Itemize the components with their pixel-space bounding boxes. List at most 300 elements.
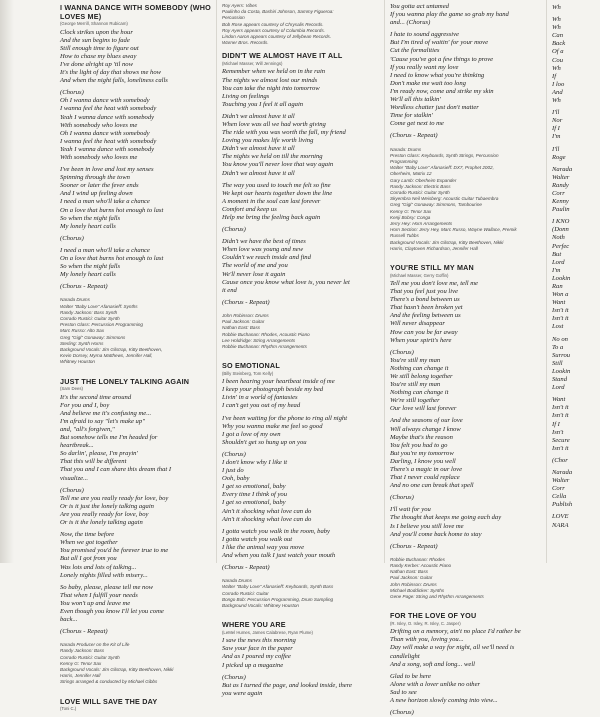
lyric-line: Touching you I feel it all again [222, 100, 304, 108]
personnel-line: Narada: Drums [390, 146, 422, 152]
personnel-line: Kenny G: Tenor Sax [390, 208, 432, 214]
personnel-line: Background Vocals: Jim Gilstrap, Kitty Beethoven, Nikki [60, 667, 174, 673]
lyric-line: The nights we almost lost our minds [222, 76, 318, 84]
lyric-line: Is I believe you still love me [390, 522, 464, 530]
lyric-line: I got a love of my own [222, 430, 281, 438]
lyrics-block [390, 628, 540, 717]
lyric-line: Yeah I wanna dance with somebody [60, 145, 155, 153]
lyric-line: Surrou [552, 351, 571, 359]
song-credit: (Michael Masser, Will Jennings) [222, 61, 283, 67]
lyrics-block [390, 280, 540, 551]
lyric-line: I been hearing your heartbeat inside of me [222, 378, 335, 386]
lyric-line: But [552, 250, 562, 258]
lyric-line: I just do [222, 467, 244, 475]
lyric-line: And believe me it's confusing me... [60, 409, 152, 417]
lyric-line: So darlin', please, I'm prayin' [60, 450, 138, 458]
personnel-line: Robbie Buchanan: Rhythm Arrangements [222, 343, 307, 349]
lyric-line: And when the night falls, loneliness calls [60, 77, 168, 85]
lyric-line: Narada [552, 468, 573, 476]
lyric-line: You felt you had to go [390, 441, 448, 449]
personnel-line: Bongo Bob: Percussion Programming, Drum Sampling [222, 596, 334, 602]
lyrics-block [222, 378, 374, 572]
lyric-line: That you and I can share this dream that I [60, 466, 172, 474]
lyric-line: (Chorus) [222, 673, 246, 681]
lyric-line: 'Cause you've got a few things to prove [390, 55, 494, 63]
lyric-line: Cut the formalities [390, 47, 440, 55]
lyric-line: That I never could replace [390, 474, 460, 482]
lyrics-block [552, 4, 600, 530]
lyric-line: You can take the night into tomorrow [222, 84, 320, 92]
lyric-line: Are you really ready for love, boy [60, 510, 149, 518]
lyric-line: Livin' in a world of fantasies [222, 394, 298, 402]
lyric-line: If [552, 72, 557, 80]
lyric-line: Kenny [552, 198, 569, 206]
lyric-line: There's a magic in our love [390, 466, 463, 474]
lyric-line: Isn't it [552, 315, 569, 323]
lyric-line: We'll all this talkin' [390, 96, 441, 104]
personnel-line: Background Vocals: Whitney Houston [222, 603, 299, 609]
lyric-line: Help me bring the feeling back again [222, 214, 321, 222]
lyric-line: Oh I wanna dance with somebody [60, 97, 150, 105]
lyric-line: I KNO [552, 218, 570, 226]
lyric-line: (Chorus) [222, 226, 246, 234]
lyric-line: Noth [552, 234, 565, 242]
lyric-line: And [552, 88, 563, 96]
lyric-line: But I'm tired of waitin' for your move [390, 39, 488, 47]
lyric-line: You won't up and leave me [60, 599, 131, 607]
lyric-line: Wh [552, 24, 561, 32]
song-credit: (George Merrill, Shannon Rubicam) [60, 21, 128, 27]
lyric-line: So baby, please, please tell me now [60, 583, 154, 591]
lyric-line: I can't get you out of my head [222, 402, 301, 410]
personnel-line: Programming [390, 158, 418, 164]
personnel-block [222, 3, 374, 46]
lyric-line: Glad to be here [390, 672, 431, 680]
lyric-line: (Chorus - Repeat) [390, 542, 438, 550]
lyric-line: Saw your face in the paper [222, 645, 293, 653]
personnel-line: John Robinson: Drums [222, 312, 269, 318]
lyrics-block [390, 3, 540, 141]
lyric-line: I'm ready now, come and strike my skin [390, 87, 494, 95]
lyric-line: Paulin [552, 206, 570, 214]
lyric-line: Still enough time to figure out [60, 44, 139, 52]
lyric-line: A moment in the soul can last forever [222, 197, 321, 205]
lyric-line: Randy [552, 181, 569, 189]
lyric-line: I'm [552, 266, 561, 274]
personnel-line: Corrado Rustici: Guitar Synth [60, 316, 120, 322]
lyric-line: Tell me are you really ready for love, boy [60, 494, 169, 502]
personnel-block [390, 147, 540, 252]
lyric-line: I picked up a magazine [222, 661, 284, 669]
personnel-line: Paulinho da Costa, Bashiri Johnson, Sammy Figueroa: [222, 9, 334, 15]
lyric-line: Isn't it [552, 412, 569, 420]
lyric-line: Lookin [552, 274, 571, 282]
lyric-line: Remember when we held on in the rain [222, 68, 326, 76]
lyrics-block [222, 637, 374, 698]
lyric-line: For you and I, boy [60, 401, 110, 409]
lyric-line: I've been in love and lost my senses [60, 166, 154, 174]
song-title: JUST THE LONELY TALKING AGAIN [60, 376, 190, 386]
lyric-line: And I wind up feeling down [60, 190, 133, 198]
personnel-line: Horn Section: Jerry Hey, Marc Russo, Wayne Wallace, Premik [390, 227, 517, 233]
lyric-line: back... [60, 616, 78, 624]
lyric-line: Want [552, 396, 566, 404]
personnel-line: Nathan East: Bass [390, 569, 429, 575]
personnel-line: Corrado Rustici: Guitar Synth [390, 189, 450, 195]
lyric-line: Wordless chatter just don't matter [390, 104, 479, 112]
lyric-line: On a love that burns hot enough to last [60, 255, 164, 263]
column-divider [216, 0, 217, 563]
personnel-block [60, 642, 212, 685]
lyric-line: But you're my tomorrow [390, 449, 454, 457]
lyric-line: On a love that burns hot enough to last [60, 206, 164, 214]
lyric-line: How can you be far away [390, 328, 458, 336]
lyric-line: I'll [552, 145, 560, 153]
lyric-line: My lonely heart calls [60, 222, 116, 230]
lyric-line: That this will be different [60, 458, 127, 466]
personnel-line: Whitney Houston [60, 359, 95, 365]
personnel-line: Sterling: Synth Horns [60, 340, 104, 346]
lyric-line: Back [552, 40, 566, 48]
personnel-block [222, 313, 374, 350]
lyric-line: Our love will last forever [390, 405, 457, 413]
lyric-line: Didn't we almost have it all [222, 145, 295, 153]
lyric-line: Shouldn't get so hung up on you [222, 438, 307, 446]
personnel-block [60, 297, 212, 365]
lyric-line: I've done alright up 'til now [60, 60, 133, 68]
lyric-line: (Chorus) [60, 486, 84, 494]
lyric-line: Comfort and keep us [222, 205, 277, 213]
lyric-line: We'll never lose it again [222, 270, 286, 278]
lyric-line: The nights we held on till the morning [222, 153, 323, 161]
lyric-line: Or is it just the lonely talking again [60, 502, 154, 510]
lyric-line: I'm afraid to say "let's make up" [60, 417, 145, 425]
lyric-line: Nothing can change it [390, 364, 449, 372]
lyric-line: Wh [552, 97, 561, 105]
personnel-line: Robbie Buchanan: Rhodes [390, 556, 445, 562]
personnel-line: Percussion [222, 15, 245, 21]
lyric-line: You gotta act untamed [390, 3, 449, 10]
lyric-line: I get so emotional, baby [222, 483, 286, 491]
lyric-line: I've been waiting for the phone to ring all night [222, 414, 348, 422]
lyric-line: It's the light of day that shows me how [60, 69, 162, 77]
lyric-line: With somebody who loves me [60, 154, 138, 161]
lyric-line: Come get next to me [390, 120, 444, 128]
lyric-line: That when I fulfill your needs [60, 591, 138, 599]
lyric-line: Will always change I know [390, 425, 461, 433]
personnel-line: Roy Ayers appears courtesy of Columbia Records. [222, 27, 325, 33]
lyric-line: Tell me you don't love me, tell me [390, 279, 478, 287]
song-credit: (Sam Dees) [60, 386, 83, 392]
lyric-line: So when the night falls [60, 263, 121, 271]
lyric-line: candlelight [390, 652, 420, 660]
personnel-line: Paul Jackson: Guitar [222, 319, 265, 325]
lyric-line: We're still together [390, 397, 440, 405]
lyric-line: The way you used to touch me felt so fine [222, 181, 331, 189]
lyric-line: (Chorus) [60, 89, 84, 97]
personnel-line: Michael Boddicker: Synths [390, 587, 445, 593]
lyric-line: Ooh, baby [222, 475, 250, 483]
personnel-line: Greg "Gigi" Gonaway: Simmons, Tambourine [390, 202, 482, 208]
lyric-line: We kept our hearts together down the line [222, 189, 333, 197]
lyric-line: You know you'll never love that way again [222, 161, 334, 169]
lyric-line: (Chorus) [390, 348, 414, 356]
personnel-line: Preston Glass: Percussion Programming [60, 322, 143, 328]
lyric-line: Spinning through the town [60, 174, 130, 182]
lyric-line: Or is it the lonely talking again [60, 519, 143, 527]
lyric-line: I gotta watch you walk in the room, baby [222, 527, 330, 535]
lyric-line: (Chorus - Repeat) [60, 283, 108, 291]
lyric-line: Lonely nights filled with misery... [60, 571, 148, 579]
lyric-line: (Chor [552, 456, 568, 464]
lyric-line: I'll wait for you [390, 506, 431, 514]
song-title: FOR THE LOVE OF YOU [390, 611, 477, 621]
column-divider [546, 0, 547, 563]
personnel-line: Randy Jackson: Bass Synth [60, 309, 118, 315]
lyric-line: And no one can break that spell [390, 482, 474, 490]
lyric-line: My lonely heart calls [60, 271, 116, 279]
lyric-line: I need a man who'll take a chance [60, 198, 150, 206]
lyric-line: I gotta watch you walk out [222, 535, 293, 543]
lyric-line: Was lots and lots of talking... [60, 563, 137, 571]
song-credit: (LeMel Humes, James Calabrese, Ryan Plume) [222, 629, 313, 635]
lyric-line: Ain't it shocking what love can do [222, 507, 312, 515]
personnel-line: Randy Kerber: Acoustic Piano [390, 563, 452, 569]
lyric-line: So when the night falls [60, 214, 121, 222]
personnel-line: Roy Ayers: Vibes [222, 3, 257, 8]
personnel-line: Russell Tubbs [390, 233, 419, 239]
song-title: WHERE YOU ARE [222, 620, 286, 630]
song-credit: (Michael Masser, Gerry Goffin) [390, 272, 449, 278]
lyric-line: (Chorus - Repeat) [222, 298, 270, 306]
lyric-line: The ride with you was worth the fall, my friend [222, 129, 346, 137]
lyric-line: The world of me and you [222, 262, 288, 270]
lyric-line: We still belong together [390, 372, 453, 380]
personnel-line: Narada Drums [222, 578, 252, 584]
lyric-line: You promised you'd be forever true to me [60, 547, 169, 555]
lyric-line: I don't know why I like it [222, 459, 288, 467]
lyric-line: But all I got from you [60, 555, 117, 563]
lyric-line: and, "all's forgiven," [60, 426, 115, 434]
song-title: DIDN'T WE ALMOST HAVE IT ALL [222, 51, 343, 61]
lyric-line: (Chorus) [222, 450, 246, 458]
lyric-line: You're still my man [390, 381, 441, 389]
lyric-line: Darling, I know you well [390, 457, 456, 465]
lyrics-block [222, 68, 374, 307]
lyric-line: (Chorus - Repeat) [390, 132, 438, 140]
lyric-line: I keep your photograph beside my bed [222, 386, 324, 394]
lyric-line: And the seasons of our love [390, 417, 463, 425]
lyric-line: it end [222, 286, 237, 294]
lyric-line: When love was young and new [222, 246, 304, 254]
lyric-line: (Chorus) [390, 494, 414, 502]
lyric-line: Lord [552, 384, 565, 392]
lyric-line: A new horizon slowly coming into view... [390, 697, 498, 705]
lyric-line: Didn't we have the best of times [222, 238, 306, 246]
lyric-line: I like the animal way you move [222, 543, 305, 551]
personnel-line: Gary Lamb: Oberheim Expander [390, 177, 457, 183]
song-credit: (Toni C.) [60, 706, 77, 712]
lyric-line: Isn't [552, 428, 564, 436]
lyric-line: How to chase my blues away [60, 52, 137, 60]
lyric-line: I hate to sound aggressive [390, 31, 459, 39]
personnel-line: Narada Drums [60, 297, 90, 303]
lyric-line: Corr [552, 189, 565, 197]
lyric-line: Wh [552, 16, 561, 24]
song-credit: (Billy Steinberg, Tom Kelly) [222, 370, 274, 376]
personnel-line: Randy Jackson: Bass [60, 648, 105, 654]
lyric-line: I get so emotional, baby [222, 499, 286, 507]
lyric-line: If you wanna play the game so grab my hand [390, 11, 509, 19]
lyric-line: Won a [552, 291, 569, 299]
lyric-line: Of a [552, 48, 564, 56]
lyric-line: And as I poured my coffee [222, 653, 291, 661]
personnel-line: Narada Producer on the Kit of Life [60, 642, 130, 648]
lyric-line: There's a bond between us [390, 296, 460, 304]
lyric-line: Isn't it [552, 444, 569, 452]
personnel-line: Kenny G: Tenor Sax [60, 660, 102, 666]
personnel-line: Skyembra Neil Weisberg: Acoustic Guitar Tubaembra [390, 196, 499, 202]
column-1 [60, 0, 212, 712]
lyric-line: No on [552, 335, 568, 343]
lyric-line: Walter [552, 477, 570, 485]
lyric-line: Yeah I wanna dance with somebody [60, 113, 155, 121]
lyric-line: And a song, soft and long... well [390, 660, 475, 668]
lyric-line: Cause once you know what love is, you never let [222, 278, 350, 286]
lyric-line: Nor [552, 117, 563, 125]
personnel-line: Background Vocals: Jim Gilstrap, Kitty Beethoven, [60, 347, 163, 353]
lyric-line: I'll [552, 109, 560, 117]
lyric-line: (Chorus) [60, 234, 84, 242]
personnel-line: Kevin Dorsey, Myrna Matthews, Jennifer Hall, [60, 353, 153, 359]
lyric-line: Narada [552, 165, 573, 173]
personnel-line: Marc Russo: Alto Sax [60, 328, 104, 334]
lyric-line: And when you talk I just watch your mouth [222, 552, 336, 560]
lyric-line: Lookin [552, 367, 571, 375]
lyric-line: With somebody who loves me [60, 121, 138, 129]
binding-shadow [0, 0, 14, 563]
lyric-line: visualize... [60, 474, 89, 482]
lyric-line: Couldn't we reach inside and find [222, 254, 311, 262]
lyric-line: and... (Chorus) [390, 19, 431, 27]
lyric-line: When love was all we had worth giving [222, 120, 326, 128]
personnel-line: Warner Bros. Records. [222, 40, 269, 46]
lyric-line: Lord [552, 258, 565, 266]
lyric-line: If I [552, 420, 560, 428]
lyric-line: Can [552, 32, 563, 40]
lyric-line: Cella [552, 493, 567, 501]
lyric-line: heartbreak... [60, 442, 94, 450]
lyric-line: I need a man who'll take a chance [60, 246, 150, 254]
lyric-line: If you really want my love [390, 63, 459, 71]
lyric-line: Sad to see [390, 688, 417, 696]
lyric-line: I'm [552, 133, 561, 141]
lyric-line: Alone with a lover unlike no other [390, 680, 481, 688]
lyric-line: (Donn [552, 226, 569, 234]
personnel-line: Harris, Claytoven Richardson, Jennifer Hall [390, 245, 478, 251]
personnel-line: Walter "Baby Love" Afanasieff: Synths [60, 303, 138, 309]
song-title: SO EMOTIONAL [222, 361, 280, 371]
lyric-line: Want [552, 299, 566, 307]
lyric-line: Walter [552, 173, 570, 181]
lyric-line: I saw the news this morning [222, 637, 296, 645]
lyric-line: The thought that keeps me going each day [390, 514, 502, 522]
personnel-line: Lee Holdridge: String Arrangements [222, 337, 296, 343]
lyric-line: Even though you know I'll let you come [60, 607, 164, 615]
lyric-line: Still [552, 359, 563, 367]
lyric-line: Secure [552, 436, 570, 444]
lyric-line: Every time I think of you [222, 491, 287, 499]
lyric-line: I wanna feel the heat with somebody [60, 105, 157, 113]
personnel-line: Greg "Gigi" Gonaway: Simmons [60, 334, 126, 340]
lyric-line: Don't make me wait too long [390, 79, 466, 87]
lyric-line: To a [552, 343, 564, 351]
personnel-line: Strings arranged & conducted by Michael Gibbs [60, 679, 158, 685]
lyric-line: Drifting on a memory, ain't no place I'd rather be [390, 628, 521, 636]
lyric-line: Now, the time before [60, 531, 115, 539]
personnel-block [222, 578, 374, 609]
lyric-line: (Chorus) [390, 709, 414, 717]
lyric-line: Why you wanna make me feel so good [222, 422, 323, 430]
lyric-line: Roge [552, 153, 566, 161]
personnel-line: Corrado Rustici: Guitar Synth [60, 654, 120, 660]
lyric-line: I wanna feel the heat with somebody [60, 137, 157, 145]
lyric-line: Ran [552, 283, 563, 290]
lyric-line: Wh [552, 4, 561, 11]
personnel-line: Robbie Buchanan: Rhodes, Acoustic Piano [222, 331, 310, 337]
personnel-line: Bob Rose appears courtesy of Chrysalis Records. [222, 21, 324, 27]
lyric-line: you were again [222, 689, 263, 697]
lyric-line: But somehow tells me I'm headed for [60, 434, 158, 442]
lyric-line: I loo [552, 80, 565, 88]
song-title: LOVE WILL SAVE THE DAY [60, 696, 158, 706]
lyric-line: (Chorus - Repeat) [222, 564, 270, 572]
lyric-line: Perfec [552, 242, 570, 250]
lyrics-block [60, 29, 212, 292]
lyric-line: Nothing can change it [390, 389, 449, 397]
lyric-line: When your spirit's here [390, 336, 452, 344]
personnel-line: Corrado Rustici: Guitar [222, 590, 269, 596]
lyric-line: Corr [552, 485, 565, 493]
lyric-line: (Chorus - Repeat) [60, 628, 108, 636]
lyric-line: That you feel just you live [390, 288, 458, 296]
lyric-line: I need to know what you're thinking [390, 71, 485, 79]
lyric-line: Clock strikes upon the hour [60, 28, 133, 36]
lyric-line: Time for stalkin' [390, 112, 433, 120]
personnel-line: Walter "Baby Love" Afanasieff: Keyboards, Synth Bass [222, 584, 334, 590]
column-divider [384, 0, 385, 563]
lyric-line: Didn't we almost have it all [222, 169, 295, 177]
song-title: YOU'RE STILL MY MAN [390, 262, 474, 272]
lyric-line: LOVE [552, 513, 569, 521]
lyric-line: Loving you makes life worth living [222, 137, 314, 145]
personnel-line: Lindon Aaron appears courtesy of Jellybean Records. [222, 34, 332, 40]
lyric-line: Oh I wanna dance with somebody [60, 129, 150, 137]
lyric-line: Lost [552, 323, 564, 331]
lyric-line: Will never disappear [390, 320, 445, 328]
personnel-line: Randy Jackson: Electric Bass [390, 183, 451, 189]
lyric-line: It's the second time around [60, 393, 132, 401]
lyric-line: Maybe that's the reason [390, 433, 453, 441]
lyric-line: Publish [552, 501, 573, 509]
lyric-line: Sooner or later the fever ends [60, 182, 139, 190]
personnel-line: Background Vocals: Jim Gilstrap, Kitty Beethoven, Nikki [390, 239, 504, 245]
lyric-line: Living on feelings [222, 92, 270, 100]
personnel-line: John Robinson: Drums [390, 581, 437, 587]
lyric-line: And the feeling between us [390, 312, 461, 320]
personnel-line: Walter "Baby Love" Afanasieff: DX7, Prophet 2002, [390, 165, 494, 171]
lyric-line: But as I turned the page, and looked inside, there [222, 681, 352, 689]
